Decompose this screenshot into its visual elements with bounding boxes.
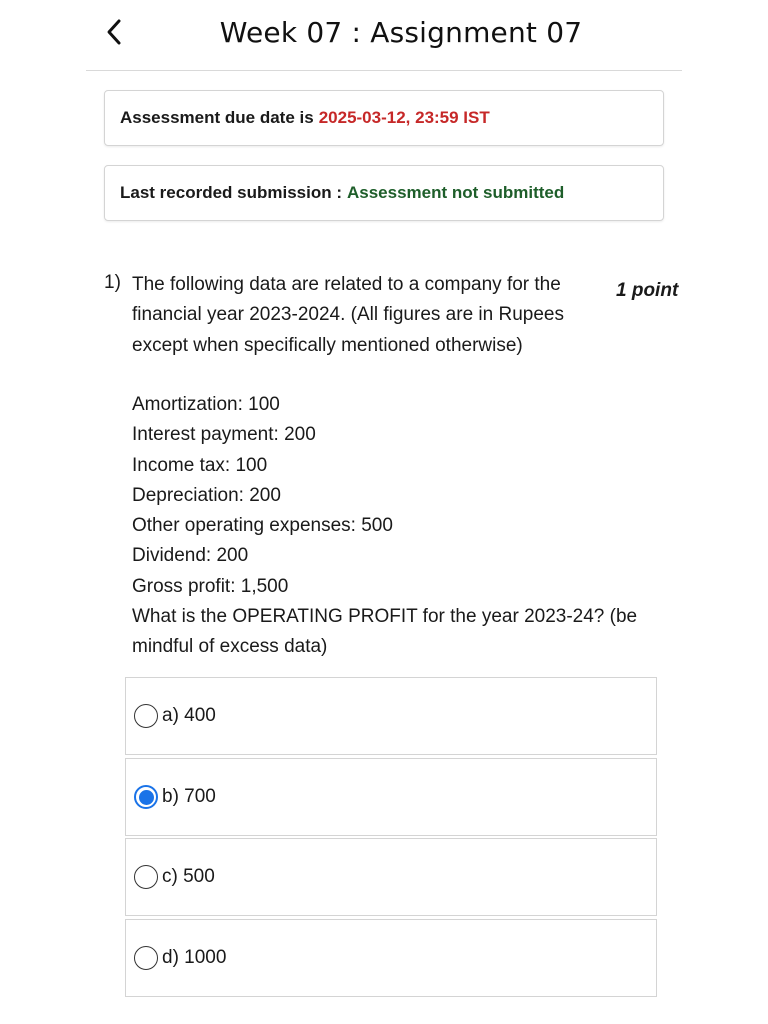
page-title: Week 07 : Assignment 07 — [219, 16, 583, 49]
question-text: The following data are related to a company for the financial year 2023-2024. (All figures are in Rupees except when specifically mentioned otherwise) — [132, 274, 564, 356]
data-item: Gross profit: 1,500 — [132, 575, 289, 597]
radio-b[interactable] — [134, 785, 158, 809]
due-date-value: 2025-03-12, 23:59 IST — [318, 108, 490, 127]
submission-status-box — [104, 165, 664, 221]
option-label: d) 1000 — [162, 947, 227, 968]
radio-d[interactable] — [134, 946, 158, 970]
question-number: 1) — [104, 272, 121, 293]
option-label: b) 700 — [162, 786, 216, 807]
data-item: Depreciation: 200 — [132, 484, 281, 506]
data-item: Amortization: 100 — [132, 394, 280, 415]
option-a[interactable] — [125, 677, 657, 755]
data-item: Interest payment: 200 — [132, 424, 316, 446]
header-divider — [86, 70, 682, 71]
radio-c[interactable] — [134, 865, 158, 889]
data-item: Income tax: 100 — [132, 454, 268, 476]
submission-label: Last recorded submission : — [120, 183, 342, 202]
submission-status: Assessment not submitted — [347, 183, 565, 202]
question-data-list — [132, 390, 692, 602]
option-label: a) 400 — [162, 705, 216, 726]
option-d[interactable] — [125, 919, 657, 997]
header-bar — [0, 0, 768, 72]
due-date-box — [104, 90, 664, 146]
due-date-label: Assessment due date is — [120, 108, 314, 127]
data-item: Dividend: 200 — [132, 545, 249, 567]
option-label: c) 500 — [162, 866, 215, 887]
question-prompt: What is the OPERATING PROFIT for the year 2023-24? (be mindful of excess data) — [132, 606, 638, 658]
radio-a[interactable] — [134, 704, 158, 728]
option-c[interactable] — [125, 838, 657, 916]
question-points: 1 point — [616, 280, 679, 301]
option-b[interactable] — [125, 758, 657, 836]
data-item: Other operating expenses: 500 — [132, 515, 393, 537]
